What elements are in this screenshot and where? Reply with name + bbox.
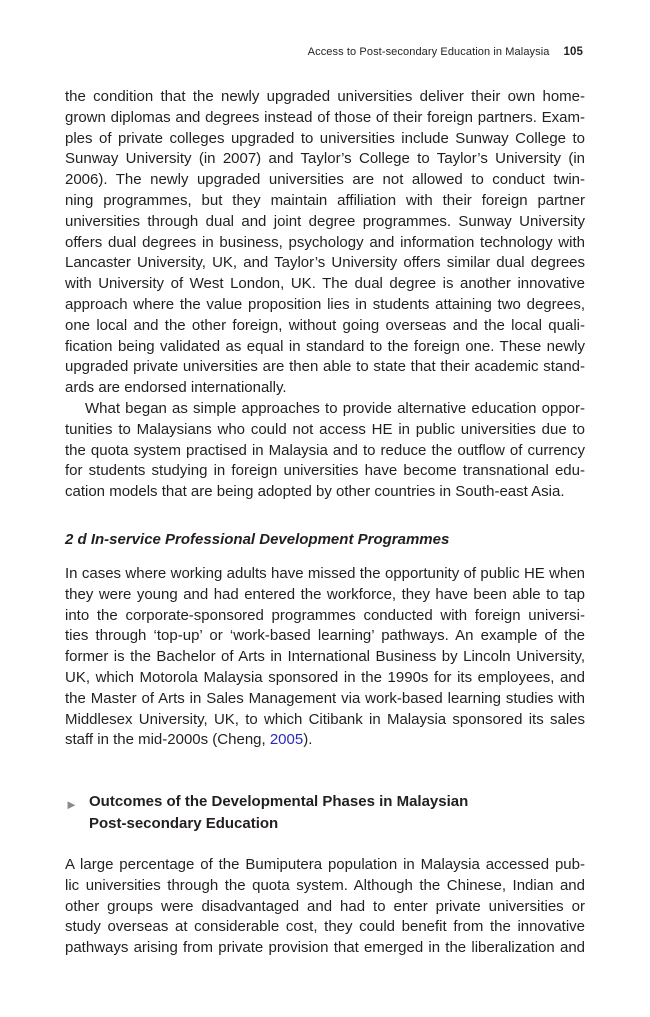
paragraph-line: ties through ‘top-up’ or ‘work-based learning’ pathways. An example of the bbox=[65, 627, 585, 645]
paragraph-line: UK, which Motorola Malaysia sponsored in the 1990s for its employees, and bbox=[65, 668, 585, 686]
paragraph-line: ples of private colleges upgraded to universities include Sunway College to bbox=[65, 129, 585, 147]
paragraph-line bbox=[65, 730, 585, 751]
text-span: ). bbox=[303, 731, 313, 749]
paragraph-line: What began as simple approaches to provide alternative education oppor- bbox=[85, 399, 585, 417]
paragraph-4 bbox=[65, 855, 585, 959]
paragraph-line: into the corporate-sponsored programmes conducted with foreign universi- bbox=[65, 606, 585, 624]
subsection-heading: 2 d In-service Professional Development Programmes bbox=[65, 531, 450, 548]
running-header bbox=[308, 46, 583, 58]
paragraph-line: 2006). The newly upgraded universities are not allowed to conduct twin- bbox=[65, 171, 585, 189]
text-span: staff in the mid-2000s (Cheng, bbox=[65, 731, 270, 749]
running-title: Access to Post-secondary Education in Malaysia bbox=[307, 46, 550, 58]
section-heading-line: Outcomes of the Developmental Phases in Malaysian bbox=[89, 793, 469, 810]
paragraph-line: offers dual degrees in business, psychology and information technology with bbox=[65, 233, 585, 251]
paragraph-line: former is the Bachelor of Arts in International Business by Lincoln University, bbox=[65, 648, 585, 666]
paragraph-line: fication being validated as equal in standard to the foreign one. These newly bbox=[65, 337, 585, 355]
arrow-icon: ► bbox=[65, 797, 78, 812]
paragraph-line: the quota system practised in Malaysia and to reduce the outflow of currency bbox=[65, 441, 585, 459]
section-heading-line: Post-secondary Education bbox=[89, 815, 279, 832]
paragraph-line: other groups were disadvantaged and had to enter private universities or bbox=[65, 897, 585, 915]
paragraph-line: study overseas at considerable cost, they could benefit from the innovative bbox=[65, 918, 585, 936]
paragraph-line: ning programmes, but they maintain affiliation with their foreign partner bbox=[65, 191, 585, 209]
paragraph-line: the condition that the newly upgraded universities deliver their own home- bbox=[65, 88, 585, 105]
paragraph-line: with University of West London, UK. The dual degree is another innovative bbox=[65, 275, 585, 293]
paragraph-line: universities through dual and joint degree programmes. Sunway University bbox=[65, 212, 585, 230]
paragraph-line: pathways arising from private provision that emerged in the liberalization and bbox=[65, 939, 585, 957]
paragraph-line: upgraded private universities are then able to state that their academic stand- bbox=[65, 358, 585, 376]
paragraph-line: In cases where working adults have missed the opportunity of public HE when bbox=[65, 565, 585, 582]
paragraph-line: tunities to Malaysians who could not access HE in public universities due to bbox=[65, 420, 585, 438]
section-heading bbox=[65, 791, 468, 835]
paragraph-line: for students studying in foreign universities have become transnational edu- bbox=[65, 462, 585, 480]
paragraph-line: A large percentage of the Bumiputera population in Malaysia accessed pub- bbox=[65, 856, 585, 873]
paragraph-line: they were young and had entered the workforce, they have been able to tap bbox=[65, 585, 585, 603]
paragraph-line: lic universities through the quota system. Although the Chinese, Indian and bbox=[65, 876, 585, 894]
citation-link[interactable]: 2005 bbox=[269, 731, 304, 749]
paragraph-line: Sunway University (in 2007) and Taylor’s College to Taylor’s University (in bbox=[65, 150, 585, 168]
paragraph-line: grown diplomas and degrees instead of those of their foreign partners. Exam- bbox=[65, 108, 585, 126]
paragraph-line: one local and the other foreign, without going overseas and the local quali- bbox=[65, 316, 585, 334]
paragraph-line: the Master of Arts in Sales Management via work-based learning studies with bbox=[65, 689, 585, 707]
paragraph-1 bbox=[65, 87, 585, 503]
paragraph-line: ards are endorsed internationally. bbox=[65, 379, 287, 397]
paragraph-line: Middlesex University, UK, to which Citibank in Malaysia sponsored its sales bbox=[65, 710, 585, 728]
paragraph-3 bbox=[65, 564, 585, 751]
page-number: 105 bbox=[563, 46, 583, 58]
paragraph-line: cation models that are being adopted by other countries in South-east Asia. bbox=[65, 483, 565, 501]
paragraph-line: approach where the value proposition lies in students attaining two degrees, bbox=[65, 295, 585, 313]
paragraph-line: Lancaster University, UK, and Taylor’s University offers similar dual degrees bbox=[65, 254, 585, 272]
